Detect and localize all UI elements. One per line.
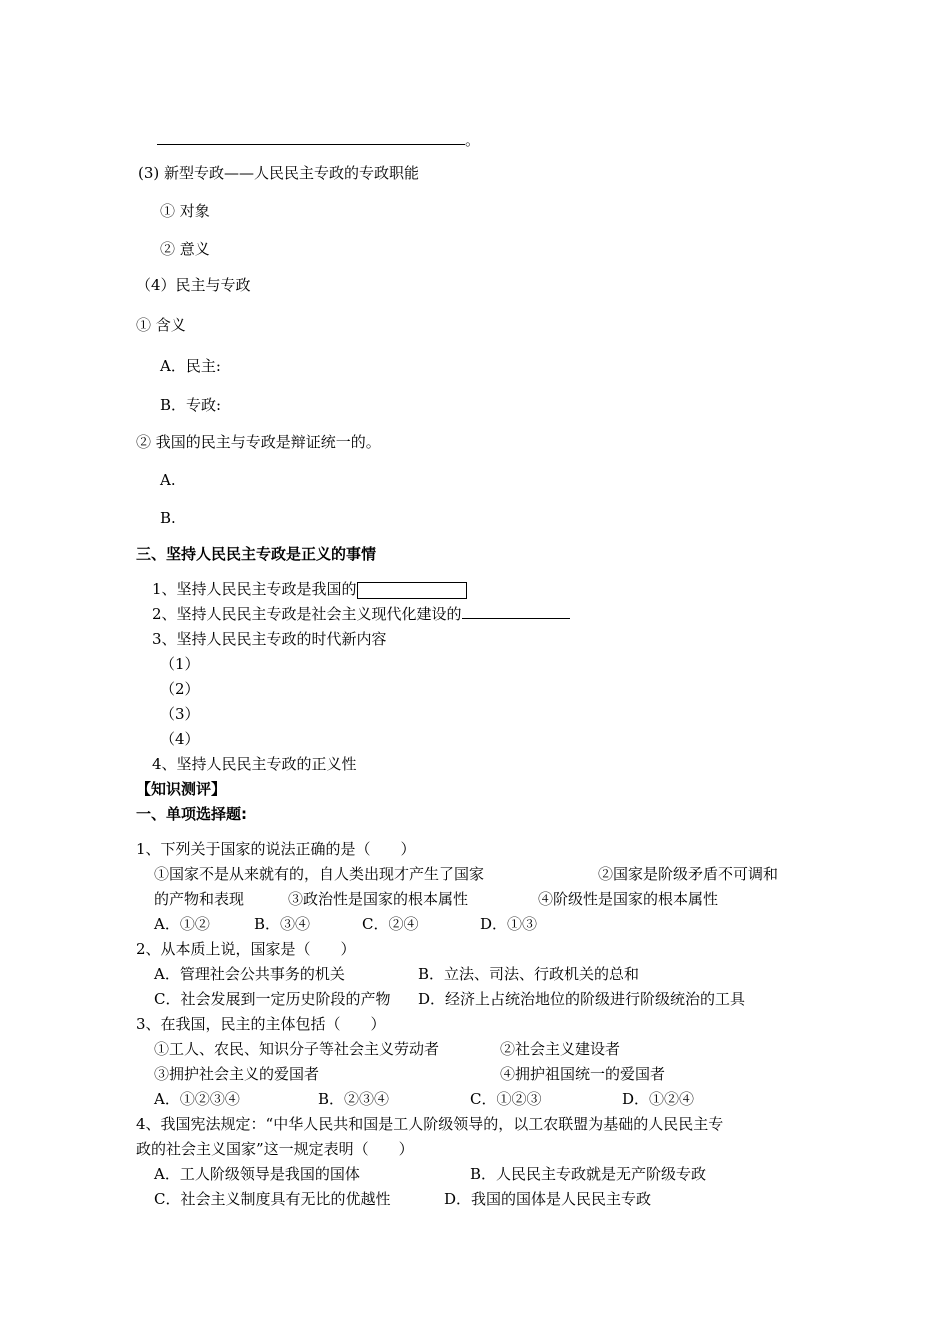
part-3-line-1-text: 1、坚持人民民主专政是我国的 bbox=[152, 580, 357, 598]
section-4-dictatorship: B．专政: bbox=[160, 396, 222, 414]
question-1-statement-2-cont: 的产物和表现 bbox=[154, 890, 245, 908]
section-3-heading: (3) 新型专政——人民民主专政的专政职能 bbox=[138, 164, 420, 182]
assessment-title: 【知识测评】 bbox=[136, 780, 227, 798]
question-1-option-c[interactable]: C．②④ bbox=[362, 915, 419, 933]
part-3-point-1: （1） bbox=[160, 655, 200, 673]
intro-period: 。 bbox=[465, 131, 481, 149]
part-3-title: 三、坚持人民民主专政是正义的事情 bbox=[136, 545, 377, 563]
fill-in-blank[interactable] bbox=[157, 130, 465, 145]
part-3-line-2 bbox=[152, 604, 570, 624]
part-3-line-1 bbox=[152, 579, 467, 599]
question-4-option-c[interactable]: C．社会主义制度具有无比的优越性 bbox=[154, 1190, 391, 1208]
part-3-point-3: （3） bbox=[160, 705, 200, 723]
question-1-statement-4: ④阶级性是国家的根本属性 bbox=[538, 890, 719, 908]
question-2-option-a[interactable]: A．管理社会公共事务的机关 bbox=[154, 965, 345, 983]
question-4-stem: 4、我国宪法规定：“中华人民共和国是工人阶级领导的，以工农联盟为基础的人民民主专 bbox=[136, 1115, 724, 1133]
question-3-statement-3: ③拥护社会主义的爱国者 bbox=[154, 1065, 320, 1083]
part-3-point-2: （2） bbox=[160, 680, 200, 698]
question-4-stem-cont: 政的社会主义国家”这一规定表明（ ） bbox=[136, 1140, 414, 1158]
question-1-statement-3: ③政治性是国家的根本属性 bbox=[288, 890, 469, 908]
question-3-option-a[interactable]: A．①②③④ bbox=[154, 1090, 240, 1108]
question-4-option-d[interactable]: D．我国的国体是人民民主专政 bbox=[444, 1190, 652, 1208]
question-3-option-d[interactable]: D．①②④ bbox=[622, 1090, 695, 1108]
assessment-subtitle: 一、单项选择题: bbox=[136, 805, 247, 823]
question-1-option-d[interactable]: D．①③ bbox=[480, 915, 538, 933]
question-3-stem: 3、在我国，民主的主体包括（ ） bbox=[136, 1015, 386, 1033]
question-3-statement-1: ①工人、农民、知识分子等社会主义劳动者 bbox=[154, 1040, 440, 1058]
part-3-line-2-text: 2、坚持人民民主专政是社会主义现代化建设的 bbox=[152, 605, 462, 623]
question-4-option-a[interactable]: A．工人阶级领导是我国的国体 bbox=[154, 1165, 360, 1183]
question-3-option-b[interactable]: B．②③④ bbox=[318, 1090, 390, 1108]
part-3-line-4: 4、坚持人民民主专政的正义性 bbox=[152, 755, 357, 773]
question-2-option-d[interactable]: D．经济上占统治地位的阶级进行阶级统治的工具 bbox=[418, 990, 746, 1008]
section-4-heading: （4）民主与专政 bbox=[136, 276, 251, 294]
question-1-option-b[interactable]: B．③④ bbox=[254, 915, 311, 933]
question-1-option-a[interactable]: A．①② bbox=[154, 915, 210, 933]
section-4-unity: ② 我国的民主与专政是辩证统一的。 bbox=[136, 433, 381, 451]
section-4-unity-b: B. bbox=[160, 509, 176, 527]
question-2-option-c[interactable]: C．社会发展到一定历史阶段的产物 bbox=[154, 990, 391, 1008]
question-3-option-c[interactable]: C．①②③ bbox=[470, 1090, 542, 1108]
question-3-statement-4: ④拥护祖国统一的爱国者 bbox=[500, 1065, 666, 1083]
question-3-statement-2: ②社会主义建设者 bbox=[500, 1040, 621, 1058]
part-3-line-3: 3、坚持人民民主专政的时代新内容 bbox=[152, 630, 387, 648]
question-1-stem: 1、下列关于国家的说法正确的是（ ） bbox=[136, 840, 416, 858]
question-2-option-b[interactable]: B．立法、司法、行政机关的总和 bbox=[418, 965, 640, 983]
section-3-item-1: ① 对象 bbox=[160, 202, 210, 220]
fill-in-blank[interactable] bbox=[462, 604, 570, 619]
section-3-item-2: ② 意义 bbox=[160, 240, 210, 258]
intro-blank-line bbox=[157, 130, 480, 150]
section-4-unity-a: A. bbox=[160, 471, 176, 489]
fill-in-box[interactable] bbox=[357, 582, 467, 599]
question-1-statement-2: ②国家是阶级矛盾不可调和 bbox=[598, 865, 779, 883]
question-2-stem: 2、从本质上说，国家是（ ） bbox=[136, 940, 356, 958]
section-4-democracy: A．民主: bbox=[160, 357, 221, 375]
question-1-statement-1: ①国家不是从来就有的，自人类出现才产生了国家 bbox=[154, 865, 485, 883]
section-4-meaning: ① 含义 bbox=[136, 316, 186, 334]
question-4-option-b[interactable]: B．人民民主专政就是无产阶级专政 bbox=[470, 1165, 707, 1183]
part-3-point-4: （4） bbox=[160, 730, 200, 748]
